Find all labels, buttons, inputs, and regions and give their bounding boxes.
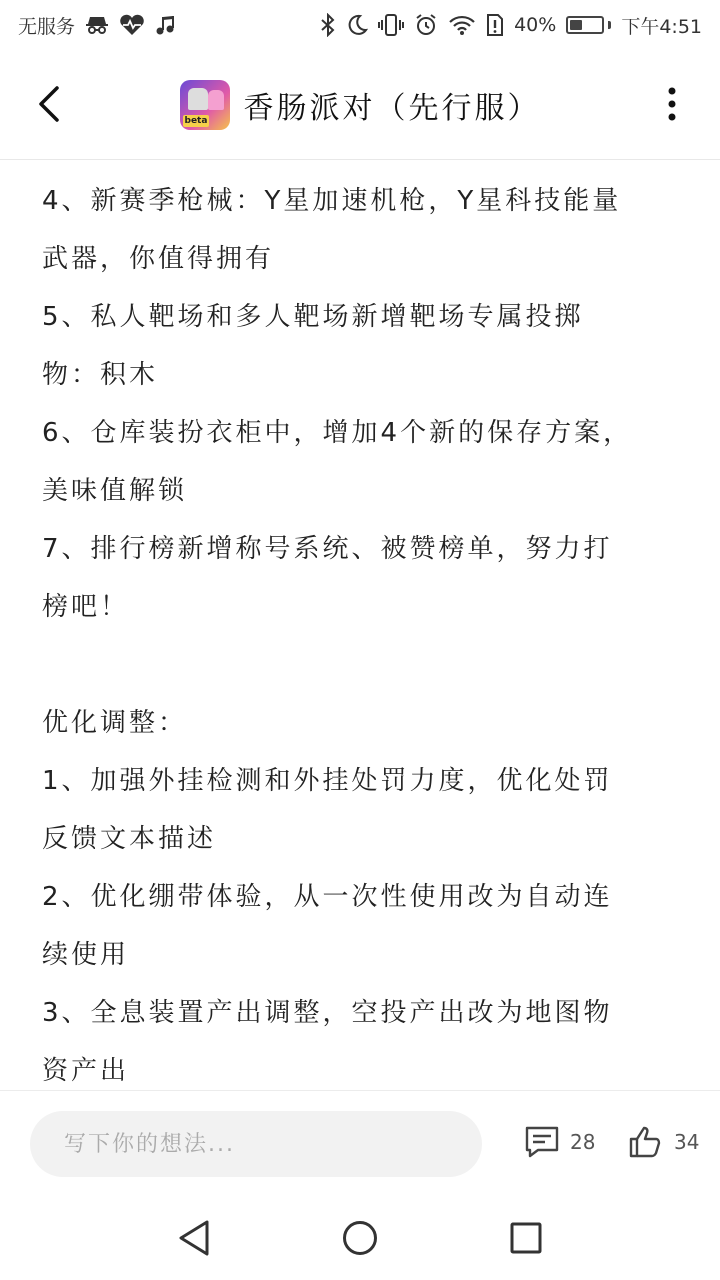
alarm-icon xyxy=(414,13,438,37)
music-icon xyxy=(155,14,177,36)
content-line: 1、加强外挂检测和外挂处罚力度，优化处罚 xyxy=(42,766,613,796)
system-nav-bar xyxy=(0,1196,720,1280)
content-line: 5、私人靶场和多人靶场新增靶场专属投掷 xyxy=(42,302,584,332)
carrier-text: 无服务 xyxy=(18,15,76,38)
content-line: 资产出 xyxy=(42,1056,130,1086)
like-button[interactable] xyxy=(628,1125,699,1159)
incognito-icon xyxy=(85,14,109,36)
battery-icon xyxy=(566,16,611,34)
bluetooth-icon xyxy=(320,13,336,37)
circle-home-icon xyxy=(341,1219,379,1257)
article-content xyxy=(42,172,682,1100)
content-line: 2、优化绷带体验，从一次性使用改为自动连 xyxy=(42,882,613,912)
header-center xyxy=(180,80,541,130)
content-line: 反馈文本描述 xyxy=(42,824,217,854)
page-title: 香肠派对（先行服） xyxy=(243,90,541,126)
triangle-back-icon xyxy=(177,1219,211,1257)
status-time: 下午4:51 xyxy=(621,15,702,38)
nav-home-button[interactable] xyxy=(332,1210,388,1266)
thumbs-up-icon xyxy=(628,1125,664,1159)
content-line: 续使用 xyxy=(42,940,130,970)
moon-icon xyxy=(346,14,368,36)
battery-percent: 40% xyxy=(514,14,557,36)
content-line: 7、排行榜新增称号系统、被赞榜单，努力打 xyxy=(42,534,613,564)
status-left xyxy=(18,12,177,39)
sim-alert-icon xyxy=(486,13,504,37)
chevron-left-icon xyxy=(35,84,61,124)
nav-back-button[interactable] xyxy=(166,1210,222,1266)
comment-bar xyxy=(0,1090,720,1196)
comments-button[interactable] xyxy=(524,1125,595,1159)
vibrate-icon xyxy=(378,13,404,37)
comment-input[interactable] xyxy=(30,1111,482,1177)
content-line: 榜吧！ xyxy=(42,592,130,622)
logo-character-right xyxy=(208,90,224,110)
comment-icon xyxy=(524,1125,560,1159)
square-recents-icon xyxy=(509,1221,543,1255)
logo-character-left xyxy=(188,88,208,110)
heart-rate-icon xyxy=(119,14,145,36)
wifi-icon xyxy=(448,14,476,36)
like-count: 34 xyxy=(674,1130,700,1154)
app-logo xyxy=(180,80,230,130)
comment-count: 28 xyxy=(570,1130,596,1154)
content-line: 3、全息装置产出调整，空投产出改为地图物 xyxy=(42,998,613,1028)
battery-cap xyxy=(608,21,611,29)
content-line: 6、仓库装扮衣柜中，增加4个新的保存方案， xyxy=(42,418,633,448)
battery-body xyxy=(566,16,604,34)
nav-recents-button[interactable] xyxy=(498,1210,554,1266)
status-bar xyxy=(0,0,720,50)
more-vertical-icon xyxy=(667,86,677,122)
content-line: 美味值解锁 xyxy=(42,476,188,506)
logo-tag: beta xyxy=(184,115,208,126)
more-options-button[interactable] xyxy=(652,76,692,132)
content-line: 优化调整： xyxy=(42,708,188,738)
content-line: 4、新赛季枪械：Y星加速机枪，Y星科技能量 xyxy=(42,186,622,216)
back-button[interactable] xyxy=(24,76,72,132)
app-header xyxy=(0,50,720,160)
content-line: 武器，你值得拥有 xyxy=(42,244,275,274)
status-right xyxy=(320,12,702,39)
content-line: 物：积木 xyxy=(42,360,159,390)
blank-line xyxy=(42,636,682,694)
battery-fill xyxy=(570,20,582,30)
